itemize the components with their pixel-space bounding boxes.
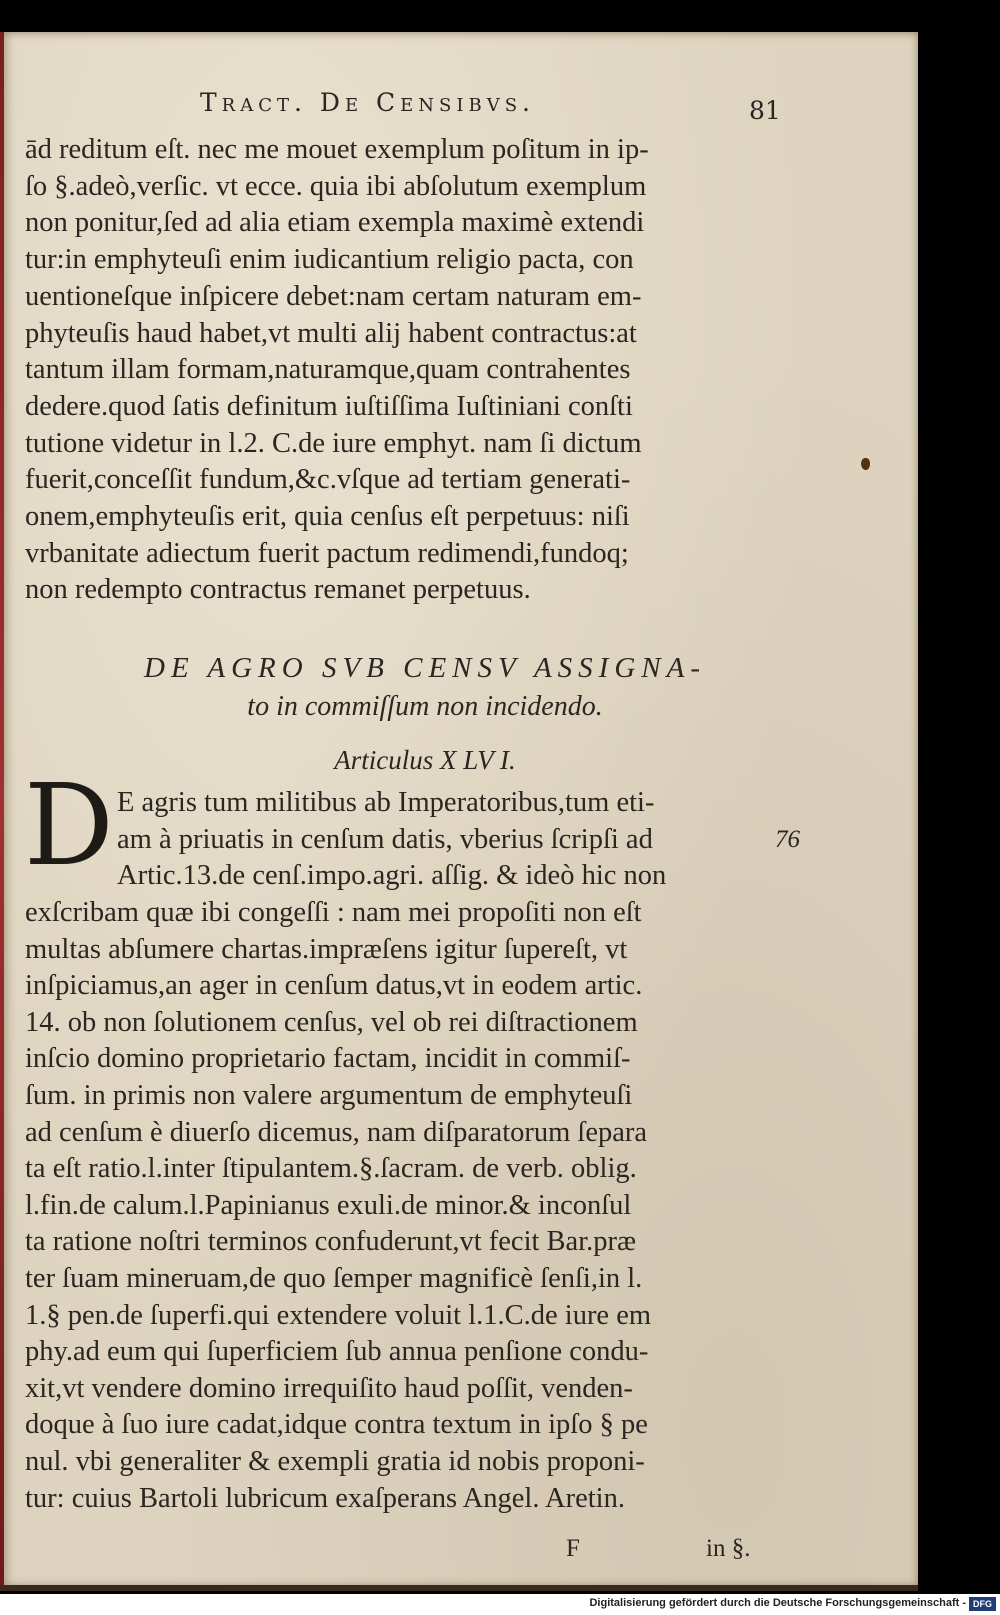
text-line: doque à ſuo iure cadat,idque contra textum in ipſo § pe <box>25 1409 648 1441</box>
footer-credit: Digitalisierung gefördert durch die Deutsche Forschungsgemeinschaft - <box>589 1597 966 1609</box>
text-line: E agris tum militibus ab Imperatoribus,tum eti- <box>117 787 655 818</box>
text-line: phy.ad eum qui ſuperficiem ſub annua penſione condu- <box>25 1336 649 1368</box>
text-line: ta ratione noſtri terminos confuderunt,vt fecit Bar.præ <box>25 1226 636 1258</box>
signature-mark: F <box>566 1535 580 1562</box>
page-number: 81 <box>749 96 781 125</box>
text-line: ſo §.adeò,verſic. vt ecce. quia ibi abſolutum exemplum <box>25 170 647 202</box>
text-line: l.fin.de calum.l.Papinianus exuli.de minor.& inconſul <box>25 1189 632 1221</box>
text-line: nul. vbi generaliter & exempli gratia id nobis proponi- <box>25 1445 645 1477</box>
catchword: in §. <box>706 1535 751 1562</box>
text-line: ſum. in primis non valere argumentum de emphyteuſi <box>25 1079 633 1111</box>
paragraph-1 <box>25 132 649 609</box>
running-header: Tract. De Censibvs. <box>200 88 535 117</box>
footer-bar <box>0 1594 1000 1615</box>
text-line: phyteuſis haud habet,vt multi alij habent contractus:at <box>25 317 637 349</box>
text-line: exſcribam quæ ibi congeſſi : nam mei propoſiti non eſt <box>25 897 642 928</box>
text-line: tutione videtur in l.2. C.de iure emphyt. nam ſi dictum <box>25 427 642 459</box>
text-line: tur:in emphyteuſi enim iudicantium religio pacta, con <box>25 244 634 276</box>
text-line: multas abſumere chartas.impræſens igitur ſupereſt, vt <box>25 933 628 965</box>
paragraph-2 <box>25 895 651 1517</box>
text-line: xit,vt vendere domino irrequiſito haud poſſit, venden- <box>25 1372 633 1404</box>
text-line: onem,emphyteuſis erit, quia cenſus eſt perpetuus: niſi <box>25 501 630 533</box>
page-bottom-edge <box>0 1585 918 1591</box>
text-line: 1.§ pen.de ſuperfi.qui extendere voluit l.1.C.de iure em <box>25 1299 652 1331</box>
dfg-logo-icon: DFG <box>969 1597 996 1611</box>
margin-note: 76 <box>775 826 800 853</box>
text-line: ter ſuam mineruam,de quo ſemper magnificè ſenſi,in l. <box>25 1262 643 1294</box>
page-edge <box>0 32 4 1587</box>
text-line: tantum illam formam,naturamque,quam contrahentes <box>25 354 631 386</box>
text-line: non redempto contractus remanet perpetuus. <box>25 574 531 606</box>
text-line: uentioneſque inſpicere debet:nam certam naturam em- <box>25 280 642 312</box>
text-line: inſpiciamus,an ager in cenſum datus,vt in eodem artic. <box>25 970 643 1002</box>
text-line: dedere.quod ſatis definitum iuſtiſſima Iuſtiniani conſti <box>25 390 633 422</box>
text-line: tur: cuius Bartoli lubricum exaſperans Angel. Aretin. <box>25 1482 625 1514</box>
drop-cap: D <box>24 761 114 891</box>
paragraph-2-indented <box>117 785 666 895</box>
text-line: 14. ob non ſolutionem cenſus, vel ob rei diſtractionem <box>25 1006 638 1038</box>
text-line: Artic.13.de cenſ.impo.agri. aſſig. & ideò hic non <box>117 860 667 891</box>
text-line: non ponitur,ſed ad alia etiam exempla maximè extendi <box>25 207 645 239</box>
text-line: vrbanitate adiectum fuerit pactum redimendi,fundoq; <box>25 537 629 569</box>
article-subheading: to in commiſſum non incidendo. <box>247 691 603 722</box>
text-line: ād reditum eſt. nec me mouet exemplum poſitum in ip- <box>25 134 649 165</box>
text-line: ta eſt ratio.l.inter ſtipulantem.§.ſacram. de verb. oblig. <box>25 1153 637 1185</box>
article-number: Articulus X LV I. <box>334 745 516 775</box>
article-heading: DE AGRO SVB CENSV ASSIGNA- <box>144 652 706 684</box>
text-line: fuerit,conceſſit fundum,&c.vſque ad tertiam generati- <box>25 464 631 496</box>
text-line: am à priuatis in cenſum datis, vberius ſcripſi ad <box>117 823 653 855</box>
text-line: inſcio domino proprietario factam, incidit in commiſ- <box>25 1043 631 1075</box>
text-line: ad cenſum è diuerſo dicemus, nam diſparatorum ſepara <box>25 1116 648 1148</box>
ink-stain <box>861 458 870 470</box>
